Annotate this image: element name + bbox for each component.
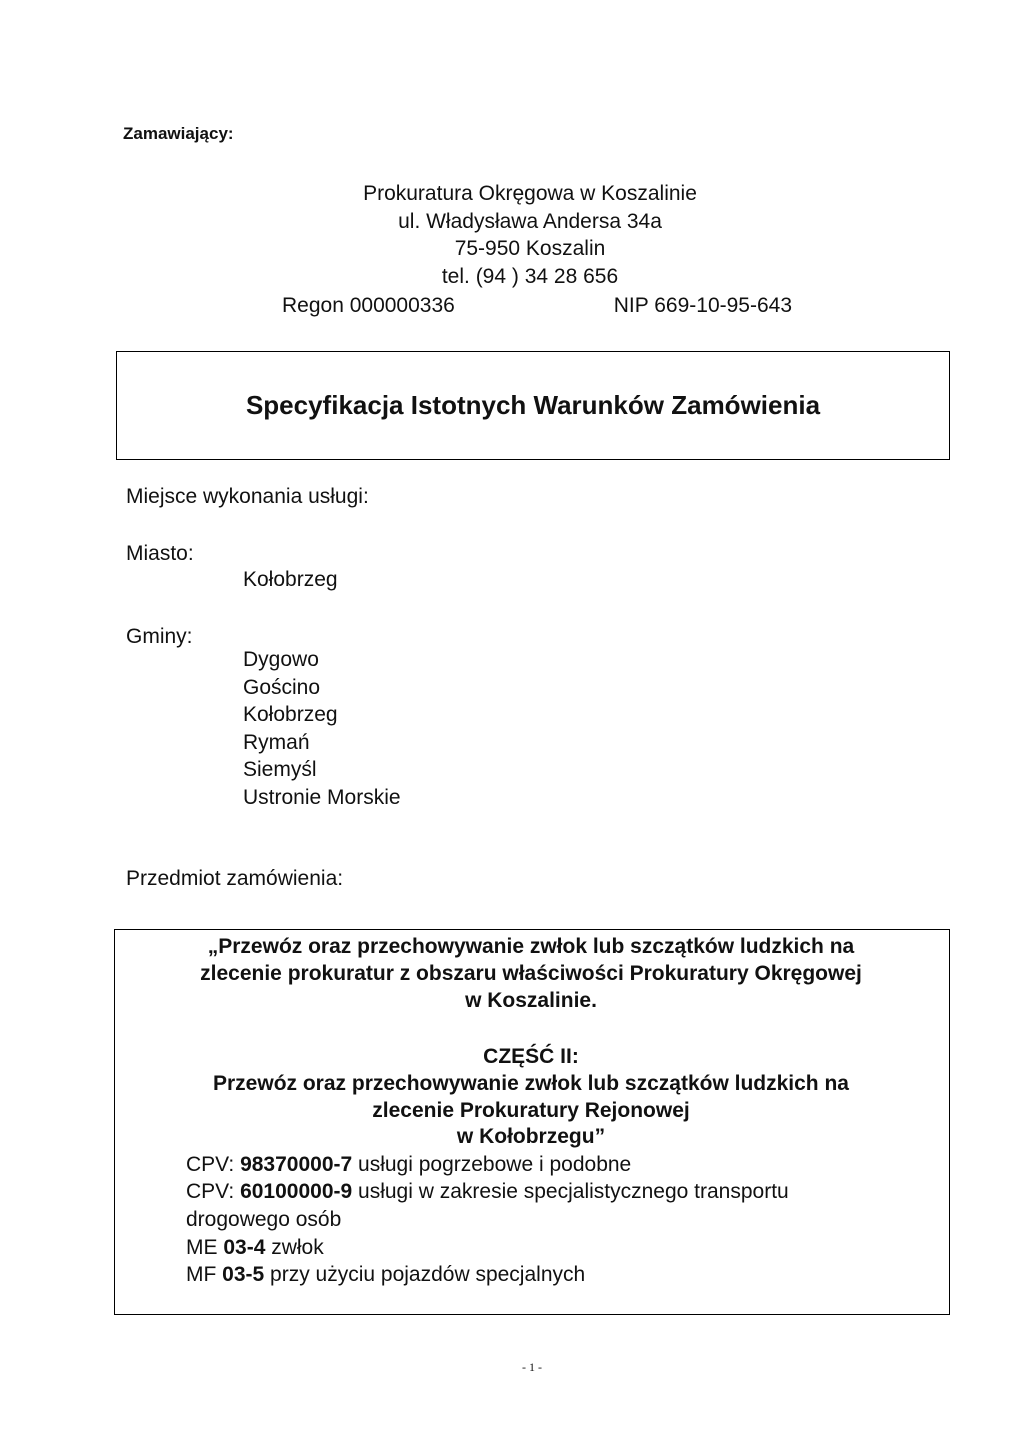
gmina-item: Gościno [243, 675, 321, 699]
nip-number: NIP 669-10-95-643 [613, 294, 792, 317]
part-line: w Kołobrzegu” [456, 1125, 606, 1148]
city-label: Miasto: [126, 542, 194, 565]
postal-address: 75-950 Koszalin [454, 237, 606, 260]
document-title: Specyfikacja Istotnych Warunków Zamówienia [245, 390, 821, 420]
cpv-code-line: CPV: 98370000-7 usługi pogrzebowe i podobne [186, 1153, 632, 1176]
regon-number: Regon 000000336 [282, 294, 455, 317]
gmina-item: Kołobrzeg [243, 703, 338, 726]
client-label: Zamawiający: [123, 124, 234, 143]
city-value: Kołobrzeg [243, 568, 338, 591]
location-heading: Miejsce wykonania usługi: [126, 485, 369, 508]
cpv-code-line: MF 03-5 przy użyciu pojazdów specjalnych [186, 1263, 586, 1286]
subject-line: zlecenie prokuratur z obszaru właściwości Prokuratury Okręgowej [200, 962, 862, 985]
cpv-code-line: ME 03-4 zwłok [186, 1236, 324, 1259]
cpv-code: 98370000-7 [240, 1153, 353, 1176]
cpv-code: 60100000-9 [240, 1180, 353, 1203]
part-line: Przewóz oraz przechowywanie zwłok lub szczątków ludzkich na [213, 1072, 849, 1095]
cpv-code: 03-4 [223, 1236, 266, 1259]
institution-name: Prokuratura Okręgowa w Koszalinie [363, 182, 697, 205]
gminy-label: Gminy: [126, 625, 193, 648]
gminy-list [243, 646, 401, 811]
subject-heading: Przedmiot zamówienia: [126, 867, 344, 890]
gmina-item: Rymań [243, 730, 310, 754]
cpv-code-line: drogowego osób [186, 1208, 342, 1231]
gmina-item: Ustronie Morskie [243, 785, 401, 809]
phone-number: tel. (94 ) 34 28 656 [441, 265, 619, 288]
registry-row [282, 293, 792, 319]
gmina-item: Siemyśl [243, 758, 317, 781]
cpv-code-line: CPV: 60100000-9 usługi w zakresie specjalistycznego transportu [186, 1180, 789, 1203]
street-address: ul. Władysława Andersa 34a [398, 210, 662, 233]
subject-line: w Koszalinie. [465, 989, 597, 1012]
page-number: - 1 - [522, 1360, 542, 1374]
gmina-item: Dygowo [243, 648, 319, 671]
title-box [116, 351, 950, 460]
part-line: zlecenie Prokuratury Rejonowej [372, 1099, 690, 1122]
cpv-code: 03-5 [222, 1263, 265, 1286]
part-title: CZĘŚĆ II: [483, 1045, 579, 1068]
subject-line: „Przewóz oraz przechowywanie zwłok lub szczątków ludzkich na [207, 935, 855, 958]
